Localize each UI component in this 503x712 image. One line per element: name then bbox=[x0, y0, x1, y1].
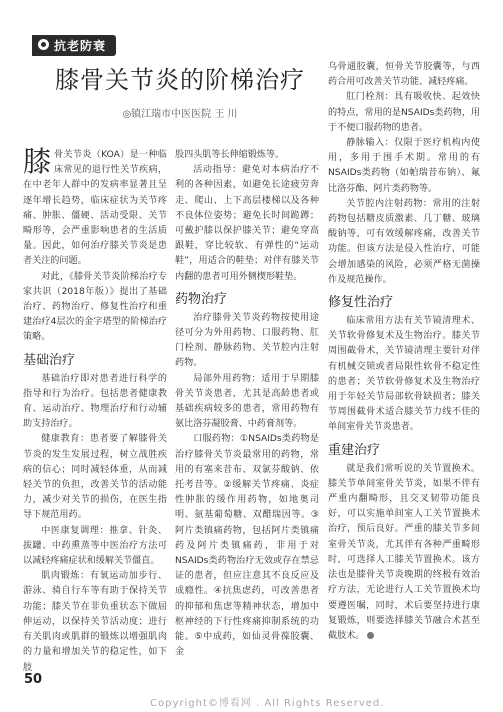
paragraph: 治疗膝骨关节炎药物按使用途径可分为外用药物、口服药物、肛门栓剂、静脉药物、关节腔内注射药物。 bbox=[175, 312, 319, 369]
article-title: 膝骨关节炎的阶梯治疗 bbox=[55, 66, 305, 94]
paragraph: 局部外用药物：适用于早期膝骨关节炎患者，尤其是高龄患者或基础疾病较多的患者，常用药物有氨比洛芬凝胶膏、中药膏剂等。 bbox=[175, 373, 319, 430]
paragraph: 对此，《膝骨关节炎阶梯治疗专家共识（2018年版）》提出了基础治疗、药物治疗、修复性治疗和重建治疗4层次的金字塔型的阶梯治疗策略。 bbox=[23, 271, 167, 343]
paragraph: 静脉输入：仅限于医疗机构内使用，多用于围手术期。常用的有NSAIDs类药物（如帕瑞昔布钠）、氟比洛芬酯、阿片类药物等。 bbox=[328, 138, 480, 194]
intro-paragraph bbox=[23, 145, 167, 270]
copyright-watermark: Copyright©博看网 . All Rights Reserved. bbox=[150, 698, 385, 709]
paragraph: 健康教育：患者要了解膝骨关节炎的发生发展过程，树立战胜疾病的信心；同时减轻体重，从而减轻关节的负担，改善关节的活动能力，减少对关节的损伤，在医生指导下规范用药。 bbox=[23, 434, 167, 521]
intro-text: 骨关节炎（KOA）是一种临床常见的退行性关节疾病，在中老年人群中的发病率显著且呈逐年增长趋势，临床症状为关节疼痛、肿胀、僵硬、活动受限、关节畸形等，会严重影响患者的生活质量。因此，如何治疗膝关节炎是患者关注的问题。 bbox=[23, 150, 167, 267]
closing-text: 就是我们常听说的关节置换术。膝关节单间室骨关节炎，如果不伴有严重内翻畸形，且交叉韧带功能良好，可以实施单间室人工关节置换术治疗，预后良好。严重的膝关节多间室骨关节炎，尤其伴有各种严重畸形时，可选择人工膝关节置换术。该方法也是膝骨关节炎晚期的终极有效治疗方法，无论进行人工关节置换术均要遵医嘱，同时，术后要坚持进行康复锻炼，则要选择膝关节融合术甚至截肢术。 bbox=[328, 463, 480, 641]
paragraph: 肌肉锻炼：有氧运动加步行、游泳、骑自行车等有助于保持关节功能；膝关节在非负重状态下做屈伸运动，以保持关节活动度；进行有关肌肉或肌群的锻炼以增强肌肉的力量和增加关节的稳定性，如下肢 bbox=[23, 571, 167, 673]
end-mark-icon bbox=[367, 632, 374, 639]
section-tag-label: 抗老防衰 bbox=[54, 39, 107, 53]
paragraph: 活动指导：避免对本病治疗不利的各种因素，如避免长途疲劳奔走、爬山、上下高层楼梯以及各种不良体位姿势；避免长时间跪蹲；可戴护膝以保护膝关节；避免穿高跟鞋，穿比较软、有弹性的“运动鞋”，用适合的鞋垫；对伴有膝关节内翻的患者可用外侧楔形鞋垫。 bbox=[175, 165, 319, 282]
article-byline: ◎镇江瑞市中医医院 王 川 bbox=[122, 109, 238, 120]
section-tag-icon bbox=[38, 39, 49, 50]
paragraph: 乌骨通胶囊，恒骨关节胶囊等，与西药合用可改善关节功能、减轻疼痛。 bbox=[328, 62, 480, 88]
heading-rebuild-treatment: 重建治疗 bbox=[328, 442, 381, 458]
column-1 bbox=[23, 145, 167, 676]
paragraph: 口服药物：①NSAIDs类药物是治疗膝骨关节炎最常用的药物，常用的有塞来昔布、双氯芬酸钠、依托考昔等。②缓解关节疼痛、炎症性肿胀的缓作用药物，如地奥司明、氨基葡萄糖、双醋瑞因等。③阿片类镇痛药物，包括阿片类镇痛药及阿片类镇痛药，非用于对NSAIDs类药物治疗无效或存在禁忌证的患者，但应注意其不良反应及成瘾性。④抗焦虑药，可改善患者的抑郁和焦虑等精神状态，增加中枢神经的下行性疼痛抑制系统的功能。⑤中成药，如仙灵骨葆胶囊、金 bbox=[175, 434, 319, 658]
paragraph: 肛门栓剂：具有吸收快、起效快的特点，常用的是NSAIDs类药物，用于不便口服药物的患者。 bbox=[328, 92, 480, 133]
heading-repair-treatment: 修复性治疗 bbox=[328, 295, 394, 311]
column-2 bbox=[175, 148, 319, 661]
paragraph: 中医康复调理：推拿、针灸、拔罐、中药熏蒸等中医治疗方法可以减轻疼痛症状和缓解关节僵直。 bbox=[23, 525, 167, 567]
heading-basic-treatment: 基础治疗 bbox=[23, 352, 76, 368]
paragraph: 基础治疗即对患者进行科学的指导和行为治疗。包括患者健康教育、运动治疗、物理治疗和行动辅助支持治疗。 bbox=[23, 373, 167, 430]
paragraph: 关节腔内注射药物：常用的注射药物包括糖皮质激素、几丁糖、玻璃酸钠等，可有效缓解疼痛，改善关节功能。但该方法是侵入性治疗，可能会增加感染的风险，必须严格无菌操作及规范操作。 bbox=[328, 198, 480, 285]
page-number: 50 bbox=[24, 672, 43, 687]
paragraph: 临床常用方法有关节镜清理术、关节软骨修复术及生物治疗。膝关节周围截骨术，关节镜清理主要针对伴有机械交锁或者局限性软骨不稳定性的患者；关节软骨修复术及生物治疗用于年轻关节局部软骨缺损者；膝关节周围截骨术适合膝关节力线不佳的单间室骨关节炎患者。 bbox=[328, 316, 480, 433]
column-3 bbox=[328, 60, 480, 644]
dropcap: 膝 bbox=[23, 145, 52, 178]
paragraph bbox=[328, 462, 480, 644]
section-tag bbox=[32, 35, 116, 56]
paragraph: 股四头肌等长伸缩锻炼等。 bbox=[175, 150, 285, 160]
heading-drug-treatment: 药物治疗 bbox=[175, 291, 228, 307]
